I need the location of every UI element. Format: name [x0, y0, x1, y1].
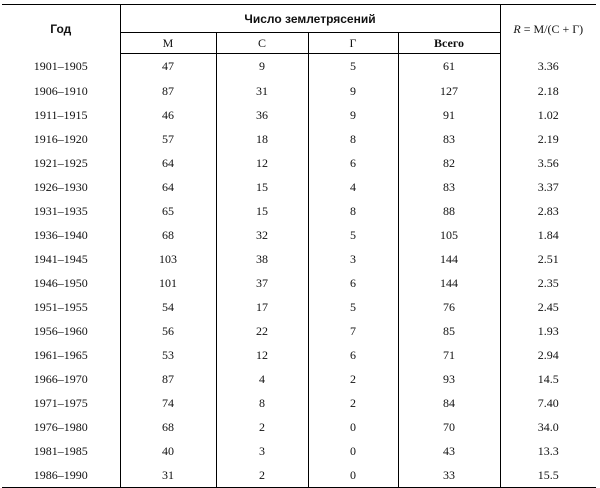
table-row — [2, 463, 596, 488]
ratio-cell: 7.40 — [500, 391, 596, 415]
earthquake-table — [2, 4, 596, 488]
total-cell: 61 — [443, 59, 455, 73]
total-cell: 76 — [443, 299, 455, 314]
g-cell: 2 — [308, 391, 398, 415]
total-cell: 144 — [440, 251, 458, 266]
s-cell: 12 — [216, 343, 308, 367]
m-cell: 54 — [120, 295, 216, 319]
period-cell: 1906–1910 — [2, 79, 120, 103]
period-cell: 1976–1980 — [2, 415, 120, 439]
m-cell: 40 — [120, 439, 216, 463]
total-cell: 82 — [443, 155, 455, 170]
ratio-cell: 1.84 — [500, 223, 596, 247]
total-cell: 85 — [443, 323, 455, 338]
total-cell: 84 — [443, 395, 455, 410]
s-cell: 18 — [216, 127, 308, 151]
ratio-cell: 13.3 — [500, 439, 596, 463]
period-cell: 1956–1960 — [2, 319, 120, 343]
m-cell: 64 — [120, 175, 216, 199]
total-cell: 83 — [443, 179, 455, 194]
g-cell: 4 — [308, 175, 398, 199]
ratio-formula: = М/(С + Г) — [520, 21, 584, 36]
period-cell: 1911–1915 — [2, 103, 120, 127]
m-cell: 57 — [120, 127, 216, 151]
m-cell: 103 — [120, 247, 216, 271]
total-cell: 91 — [443, 107, 455, 122]
total-cell: 83 — [443, 131, 455, 146]
total-cell: 105 — [440, 227, 458, 242]
s-cell: 32 — [216, 223, 308, 247]
header-col-m: М — [120, 33, 216, 54]
ratio-cell: 34.0 — [500, 415, 596, 439]
ratio-variable: R — [513, 21, 521, 36]
g-cell: 3 — [308, 247, 398, 271]
g-cell: 0 — [308, 439, 398, 463]
table-row — [2, 127, 596, 151]
ratio-cell: 2.94 — [500, 343, 596, 367]
ratio-cell: 2.83 — [500, 199, 596, 223]
period-cell: 1936–1940 — [2, 223, 120, 247]
g-cell: 5 — [308, 54, 398, 80]
g-cell: 7 — [308, 319, 398, 343]
period-cell: 1961–1965 — [2, 343, 120, 367]
g-cell: 0 — [308, 463, 398, 488]
total-cell: 88 — [443, 203, 455, 218]
total-cell: 70 — [443, 419, 455, 434]
m-cell: 68 — [120, 223, 216, 247]
header-col-total: Всего — [398, 33, 500, 54]
header-col-g: Г — [308, 33, 398, 54]
s-cell: 4 — [216, 367, 308, 391]
total-cell: 127 — [440, 83, 458, 98]
table-row — [2, 271, 596, 295]
s-cell: 15 — [216, 175, 308, 199]
g-cell: 2 — [308, 367, 398, 391]
m-cell: 74 — [120, 391, 216, 415]
ratio-cell: 2.35 — [500, 271, 596, 295]
total-cell: 93 — [443, 371, 455, 386]
m-cell: 68 — [120, 415, 216, 439]
table-row — [2, 415, 596, 439]
ratio-cell: 1.93 — [500, 319, 596, 343]
ratio-cell: 2.45 — [500, 295, 596, 319]
s-cell: 8 — [216, 391, 308, 415]
period-cell: 1921–1925 — [2, 151, 120, 175]
s-cell: 9 — [216, 54, 308, 80]
ratio-cell: 14.5 — [500, 367, 596, 391]
s-cell: 22 — [216, 319, 308, 343]
ratio-cell: 15.5 — [500, 463, 596, 488]
g-cell: 6 — [308, 271, 398, 295]
period-cell: 1971–1975 — [2, 391, 120, 415]
table-row — [2, 247, 596, 271]
total-cell: 33 — [398, 463, 500, 488]
m-cell: 56 — [120, 319, 216, 343]
ratio-cell: 3.56 — [500, 151, 596, 175]
total-cell: 71 — [443, 347, 455, 362]
period-cell: 1986–1990 — [2, 463, 120, 488]
m-cell: 47 — [120, 54, 216, 80]
m-cell: 53 — [120, 343, 216, 367]
table-row — [2, 54, 596, 80]
ratio-cell: 2.18 — [500, 79, 596, 103]
period-cell: 1941–1945 — [2, 247, 120, 271]
m-cell: 87 — [120, 79, 216, 103]
ratio-cell: 2.19 — [500, 127, 596, 151]
table-row — [2, 151, 596, 175]
s-cell: 17 — [216, 295, 308, 319]
m-cell: 65 — [120, 199, 216, 223]
m-cell: 101 — [120, 271, 216, 295]
g-cell: 6 — [308, 151, 398, 175]
period-cell: 1901–1905 — [2, 54, 120, 80]
s-cell: 2 — [216, 463, 308, 488]
period-cell: 1966–1970 — [2, 367, 120, 391]
s-cell: 12 — [216, 151, 308, 175]
period-cell: 1931–1935 — [2, 199, 120, 223]
m-cell: 64 — [120, 151, 216, 175]
s-cell: 36 — [216, 103, 308, 127]
m-cell: 46 — [120, 103, 216, 127]
g-cell: 8 — [308, 199, 398, 223]
ratio-cell: 1.02 — [500, 103, 596, 127]
m-cell: 31 — [120, 463, 216, 488]
s-cell: 15 — [216, 199, 308, 223]
period-cell: 1926–1930 — [2, 175, 120, 199]
ratio-cell: 3.36 — [500, 54, 596, 80]
ratio-cell: 2.51 — [500, 247, 596, 271]
period-cell: 1946–1950 — [2, 271, 120, 295]
header-earthquake-count: Число землетрясений — [120, 5, 500, 33]
table-row — [2, 175, 596, 199]
g-cell: 9 — [308, 103, 398, 127]
total-cell: 144 — [440, 275, 458, 290]
s-cell: 37 — [216, 271, 308, 295]
g-cell: 8 — [308, 127, 398, 151]
table-row — [2, 103, 596, 127]
table-row — [2, 223, 596, 247]
header-ratio — [500, 5, 596, 54]
period-cell: 1916–1920 — [2, 127, 120, 151]
period-cell: 1981–1985 — [2, 439, 120, 463]
table-row — [2, 343, 596, 367]
g-cell: 0 — [308, 415, 398, 439]
s-cell: 31 — [216, 79, 308, 103]
g-cell: 9 — [308, 79, 398, 103]
m-cell: 87 — [120, 367, 216, 391]
period-cell: 1951–1955 — [2, 295, 120, 319]
s-cell: 38 — [216, 247, 308, 271]
total-cell: 43 — [443, 443, 455, 458]
s-cell: 2 — [216, 415, 308, 439]
table-row — [2, 199, 596, 223]
table-row — [2, 79, 596, 103]
g-cell: 6 — [308, 343, 398, 367]
s-cell: 3 — [216, 439, 308, 463]
table-row — [2, 319, 596, 343]
g-cell: 5 — [308, 295, 398, 319]
table-row — [2, 367, 596, 391]
g-cell: 5 — [308, 223, 398, 247]
ratio-cell: 3.37 — [500, 175, 596, 199]
table-row — [2, 391, 596, 415]
table-row — [2, 439, 596, 463]
table-row — [2, 295, 596, 319]
header-col-s: С — [216, 33, 308, 54]
table-body — [2, 54, 596, 488]
header-year: Год — [2, 5, 120, 54]
